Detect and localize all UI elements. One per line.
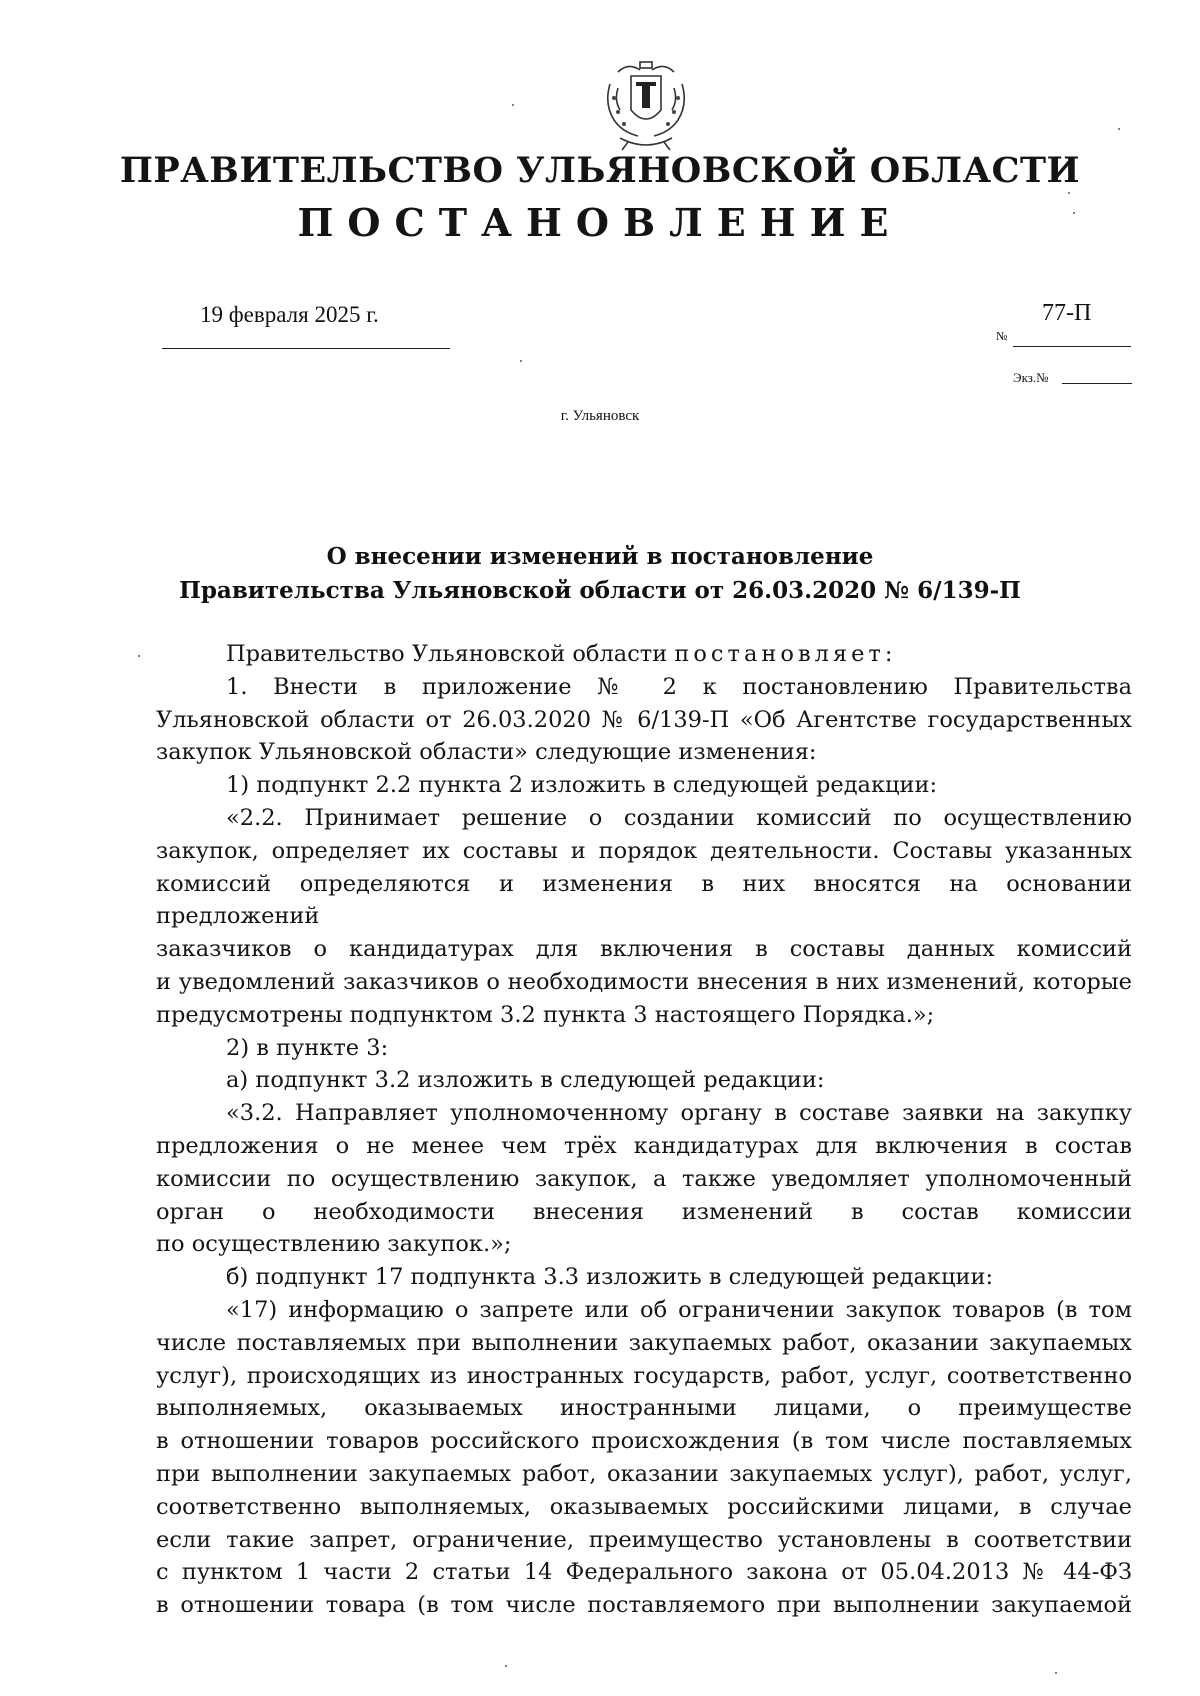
body-line: соответственно выполняемых, оказываемых российскими лицами, в случае [156,1493,1132,1520]
body-line: в отношении товара (в том числе поставляемого при выполнении закупаемой [156,1592,1132,1619]
body-line: предусмотрены подпунктом 3.2 пункта 3 настоящего Порядка.»; [156,1001,935,1028]
preamble-spaced-verb: постановляет [674,641,885,667]
body-line: 1. Внести в приложение № 2 к постановлению Правительства [226,673,1132,700]
body-line: выполняемых, оказываемых иностранными лицами, о преимуществе [156,1395,1132,1422]
body-line: б) подпункт 17 подпункта 3.3 изложить в следующей редакции: [226,1264,994,1291]
coat-of-arms-emblem [598,58,694,154]
scan-speck [1118,128,1120,130]
copy-number-underline [1062,383,1132,384]
body-line: «2.2. Принимает решение о создании комиссий по осуществлению [226,804,1132,831]
scan-speck [512,104,514,106]
body-line: услуг), происходящих из иностранных государств, работ, услуг, соответственно [156,1362,1132,1389]
body-line: с пунктом 1 части 2 статьи 14 Федерального закона от 05.04.2013 № 44-ФЗ [156,1559,1132,1586]
scan-speck [1073,212,1075,214]
date-underline [162,348,450,349]
preamble [156,638,1132,671]
body-line: при выполнении закупаемых работ, оказании закупаемых услуг), работ, услуг, [156,1460,1132,1487]
document-type: ПОСТАНОВЛЕНИЕ [297,200,903,245]
number-underline [1013,346,1131,347]
body-line: и уведомлений заказчиков о необходимости внесения в них изменений, которые [156,968,1132,995]
body-line: если такие запрет, ограничение, преимущество установлены в соответствии [156,1526,1132,1553]
document-number: 77-П [1042,300,1092,326]
scan-speck [1068,192,1070,194]
body-line: заказчиков о кандидатурах для включения в составы данных комиссий [156,936,1132,963]
city: г. Ульяновск [560,408,640,424]
scan-speck [138,655,140,657]
body-line: орган о необходимости внесения изменений в состав комиссии [156,1198,1132,1225]
body-line: по осуществлению закупок.»; [156,1231,512,1258]
organization-name: ПРАВИТЕЛЬСТВО УЛЬЯНОВСКОЙ ОБЛАСТИ [119,150,1081,191]
number-label: № [996,329,1008,343]
body-line: «17) информацию о запрете или об ограничении закупок товаров (в том [226,1296,1132,1323]
scan-speck [505,1665,507,1667]
preamble-colon: : [884,641,893,667]
scan-speck [1055,1672,1057,1674]
body-line: а) подпункт 3.2 изложить в следующей редакции: [226,1067,825,1094]
body-line: закупок Ульяновской области» следующие изменения: [156,739,817,766]
body-line: комиссий определяются и изменения в них вносятся на основании предложений [156,870,1132,930]
copy-number-label: Экз.№ [1013,370,1049,385]
document-title [0,540,1200,608]
title-line-2: Правительства Ульяновской области от 26.03.2020 № 6/139-П [179,577,1021,604]
body-line: предложения о не менее чем трёх кандидатурах для включения в состав [156,1132,1132,1159]
document-date: 19 февраля 2025 г. [200,302,379,327]
body-line: комиссии по осуществлению закупок, а также уведомляет уполномоченный [156,1165,1132,1192]
document-body [156,638,1132,1622]
body-line: в отношении товаров российского происхождения (в том числе поставляемых [156,1428,1132,1455]
body-line: Ульяновской области от 26.03.2020 № 6/139-П «Об Агентстве государственных [156,706,1132,733]
body-line: 2) в пункте 3: [226,1034,389,1061]
scan-speck [520,360,522,362]
preamble-text: Правительство Ульяновской области [226,641,675,667]
title-line-1: О внесении изменений в постановление [326,543,874,570]
body-line: «3.2. Направляет уполномоченному органу в составе заявки на закупку [226,1100,1132,1127]
body-line: закупок, определяет их составы и порядок деятельности. Составы указанных [156,837,1132,864]
body-line: 1) подпункт 2.2 пункта 2 изложить в следующей редакции: [226,772,938,799]
body-line: числе поставляемых при выполнении закупаемых работ, оказании закупаемых [156,1329,1132,1356]
